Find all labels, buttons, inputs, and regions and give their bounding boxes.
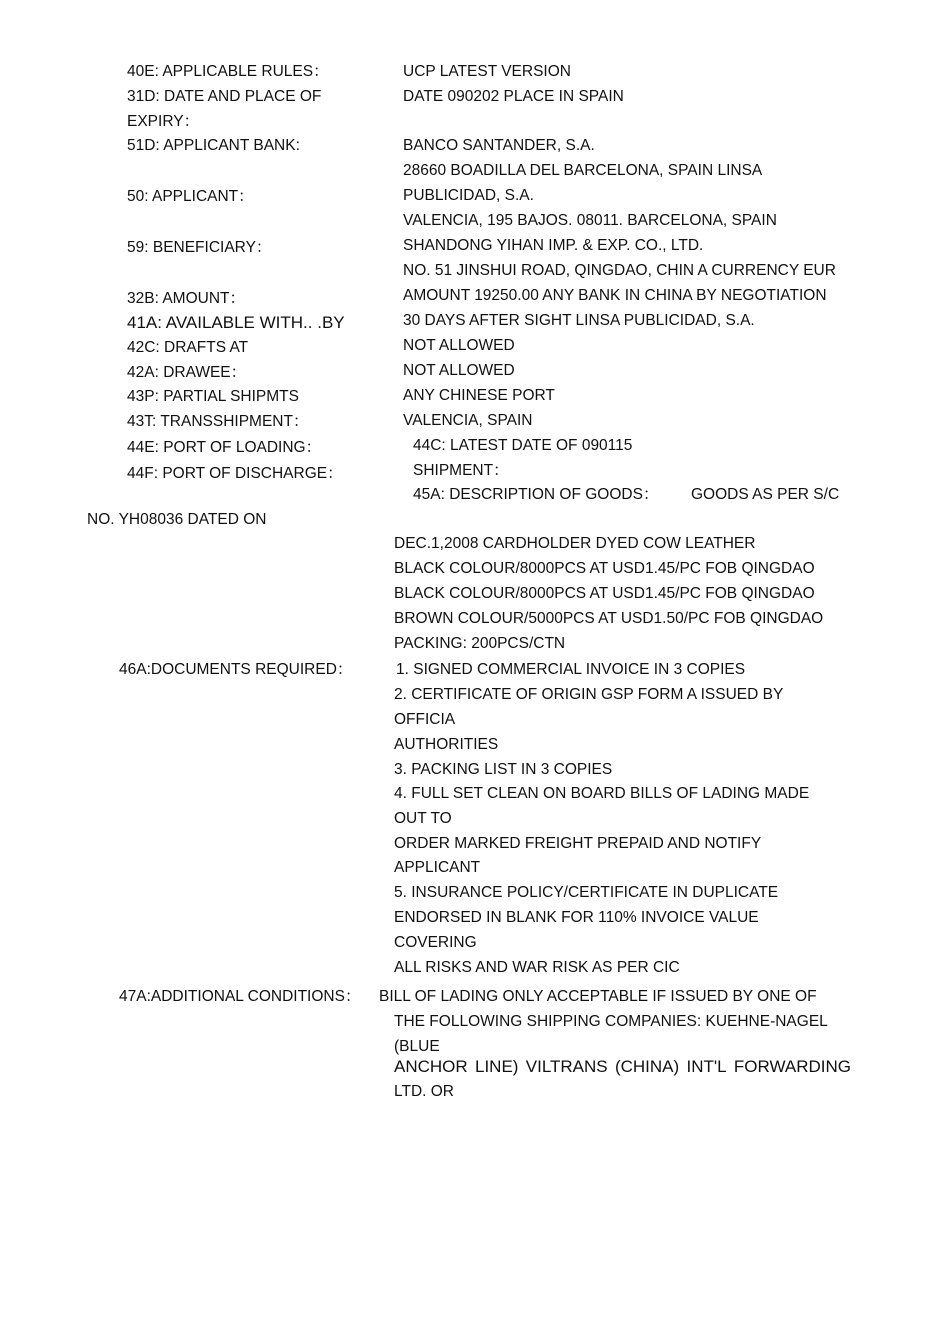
field-value-line: VALENCIA, 195 BAJOS. 08011. BARCELONA, SPAIN xyxy=(403,212,777,229)
field-value-line: VALENCIA, SPAIN xyxy=(403,412,533,429)
field-value-amount: AMOUNT 19250.00 ANY BANK IN CHINA BY NEGOTIATION xyxy=(403,287,827,304)
description-of-goods-label: 45A: DESCRIPTION OF GOODS： xyxy=(413,486,659,503)
field-label-42c: 42C: DRAFTS AT xyxy=(127,339,249,356)
document-item: AUTHORITIES xyxy=(394,736,499,753)
field-label-50: 50: APPLICANT： xyxy=(127,188,254,205)
condition-line: THE FOLLOWING SHIPPING COMPANIES: KUEHNE-NAGEL xyxy=(394,1013,828,1030)
field-value-line: PUBLICIDAD, S.A. xyxy=(403,187,534,204)
field-value-line: NO. 51 JINSHUI ROAD, QINGDAO, CHIN A CURRENCY EUR xyxy=(403,262,836,279)
document-item: 3. PACKING LIST IN 3 COPIES xyxy=(394,761,613,778)
field-label-43p: 43P: PARTIAL SHIPMTS xyxy=(127,388,299,405)
document-item: APPLICANT xyxy=(394,859,481,876)
field-label-41a: 41A: AVAILABLE WITH.. .BY xyxy=(127,313,345,332)
field-label-40e: 40E: APPLICABLE RULES： xyxy=(127,63,329,80)
condition-line: (BLUE xyxy=(394,1038,440,1055)
condition-word: (CHINA) xyxy=(614,1057,680,1076)
goods-line: BROWN COLOUR/5000PCS AT USD1.50/PC FOB QINGDAO xyxy=(394,610,824,627)
document-item: COVERING xyxy=(394,934,477,951)
field-label-44f: 44F: PORT OF DISCHARGE： xyxy=(127,465,343,482)
field-value-beneficiary: SHANDONG YIHAN IMP. & EXP. CO., LTD. xyxy=(403,237,704,254)
latest-shipment-date: 44C: LATEST DATE OF 090115 xyxy=(413,437,633,454)
field-value-applicant-bank: BANCO SANTANDER, S.A. xyxy=(403,137,595,154)
description-of-goods-value: GOODS AS PER S/C xyxy=(691,486,840,503)
document-item: 5. INSURANCE POLICY/CERTIFICATE IN DUPLICATE xyxy=(394,884,779,901)
field-label-43t: 43T: TRANSSHIPMENT： xyxy=(127,413,309,430)
condition-line: LTD. OR xyxy=(394,1083,454,1100)
field-label-31d: 31D: DATE AND PLACE OF xyxy=(127,88,322,105)
field-value-line: 28660 BOADILLA DEL BARCELONA, SPAIN LINSA xyxy=(403,162,763,179)
condition-line-justified xyxy=(394,1057,851,1077)
condition-line: BILL OF LADING ONLY ACCEPTABLE IF ISSUED BY ONE OF xyxy=(379,988,817,1005)
field-label-47a: 47A:ADDITIONAL CONDITIONS： xyxy=(119,988,361,1005)
field-value-line: NOT ALLOWED xyxy=(403,362,515,379)
condition-word: INT'L xyxy=(686,1057,727,1076)
document-item: OFFICIA xyxy=(394,711,456,728)
field-value-expiry: DATE 090202 PLACE IN SPAIN xyxy=(403,88,624,105)
field-value-line: NOT ALLOWED xyxy=(403,337,515,354)
goods-line: PACKING: 200PCS/CTN xyxy=(394,635,566,652)
condition-word: VILTRANS xyxy=(525,1057,608,1076)
field-label-51d: 51D: APPLICANT BANK: xyxy=(127,137,300,154)
document-item: 1. SIGNED COMMERCIAL INVOICE IN 3 COPIES xyxy=(396,661,746,678)
document-item: 4. FULL SET CLEAN ON BOARD BILLS OF LADING MADE xyxy=(394,785,810,802)
field-value-line: ANY CHINESE PORT xyxy=(403,387,555,404)
field-label-32b: 32B: AMOUNT： xyxy=(127,290,245,307)
field-label-31d-cont: EXPIRY： xyxy=(127,113,200,130)
condition-word: FORWARDING xyxy=(733,1057,851,1076)
condition-word: ANCHOR xyxy=(394,1057,468,1076)
document-item: ORDER MARKED FREIGHT PREPAID AND NOTIFY xyxy=(394,835,762,852)
field-value-applicable-rules: UCP LATEST VERSION xyxy=(403,63,571,80)
document-item: ENDORSED IN BLANK FOR 110% INVOICE VALUE xyxy=(394,909,759,926)
field-label-46a: 46A:DOCUMENTS REQUIRED： xyxy=(119,661,353,678)
field-label-59: 59: BENEFICIARY： xyxy=(127,239,272,256)
condition-word: LINE) xyxy=(474,1057,519,1076)
document-item: 2. CERTIFICATE OF ORIGIN GSP FORM A ISSUED BY xyxy=(394,686,784,703)
document-item: OUT TO xyxy=(394,810,452,827)
goods-line: DEC.1,2008 CARDHOLDER DYED COW LEATHER xyxy=(394,535,756,552)
latest-shipment-date-cont: SHIPMENT： xyxy=(413,462,509,479)
description-of-goods-cont: NO. YH08036 DATED ON xyxy=(87,511,267,528)
goods-line: BLACK COLOUR/8000PCS AT USD1.45/PC FOB QINGDAO xyxy=(394,585,815,602)
field-value-drafts: 30 DAYS AFTER SIGHT LINSA PUBLICIDAD, S.A. xyxy=(403,312,755,329)
goods-line: BLACK COLOUR/8000PCS AT USD1.45/PC FOB QINGDAO xyxy=(394,560,815,577)
field-label-44e: 44E: PORT OF LOADING： xyxy=(127,439,322,456)
field-label-42a: 42A: DRAWEE： xyxy=(127,364,247,381)
document-item: ALL RISKS AND WAR RISK AS PER CIC xyxy=(394,959,680,976)
